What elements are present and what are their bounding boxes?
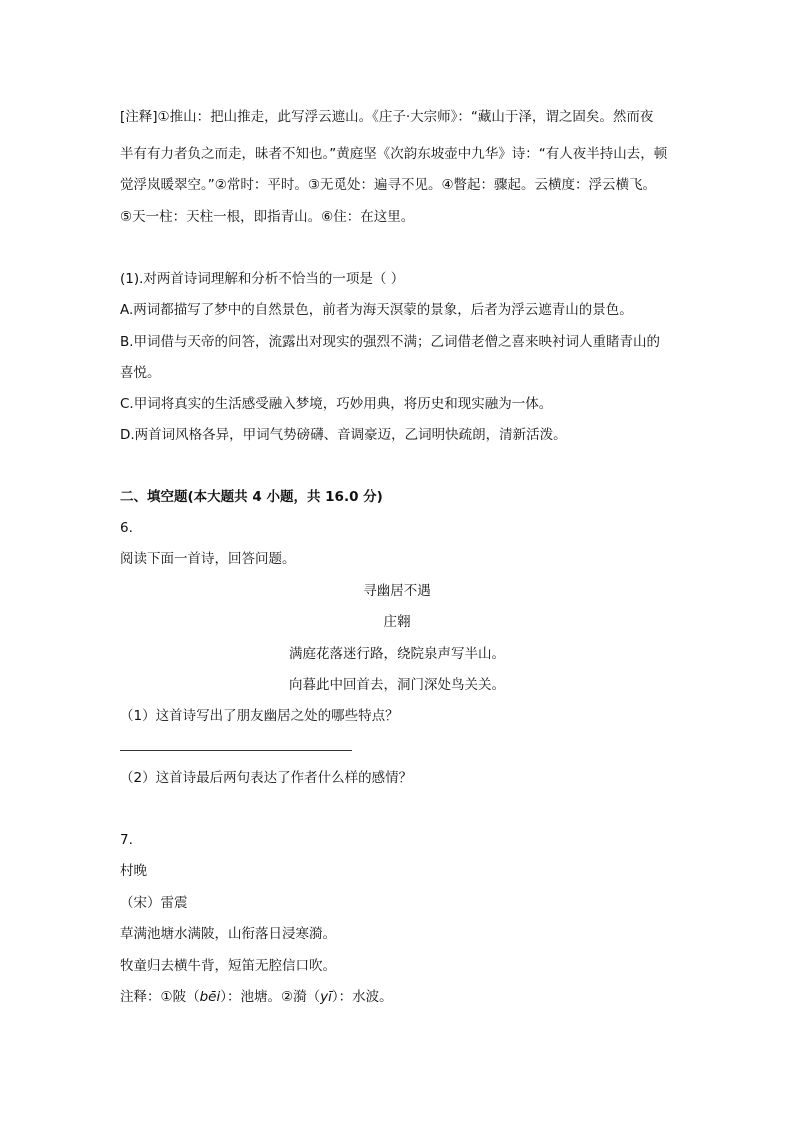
poem-line-1: 满庭花落迷行路，绕院泉声写半山。	[289, 646, 505, 662]
poem-author: 庄翱	[383, 614, 411, 630]
question-7-poem-title: 村晚	[120, 863, 147, 879]
question-1-stem: (1).对两首诗词理解和分析不恰当的一项是（ ）	[120, 271, 405, 287]
note-prefix: 注释：①陂（	[120, 989, 200, 1005]
question-7-poem-author: （宋）雷震	[120, 895, 188, 911]
section-heading: 二、填空题(本大题共 4 小题，共 16.0 分)	[120, 489, 383, 505]
option-b-line-1: B.甲词借与天帝的问答，流露出对现实的强烈不满；乙词借老僧之喜来映衬词人重睹青山的	[120, 334, 661, 350]
answer-blank-line	[120, 750, 352, 751]
option-d: D.两首词风格各异，甲词气势磅礴、音调豪迈，乙词明快疏朗，清新活泼。	[120, 427, 567, 443]
question-6-sub-2: （2）这首诗最后两句表达了作者什么样的感情？	[120, 770, 413, 786]
note-pinyin-2: yī	[320, 989, 332, 1005]
question-6-sub-1: （1）这首诗写出了朋友幽居之处的哪些特点？	[120, 708, 399, 724]
question-7-poem-line-2: 牧童归去横牛背，短笛无腔信口吹。	[120, 958, 336, 974]
question-6-instruction: 阅读下面一首诗，回答问题。	[120, 551, 296, 567]
annotation-line-1: [注释]①推山：把山推走，此写浮云遮山。《庄子·大宗师》：“藏山于泽，谓之固矣。然而夜	[120, 109, 654, 125]
note-pinyin-1: bēi	[199, 989, 221, 1005]
annotation-line-2: 半有有力者负之而走，昧者不知也。”黄庭坚《次韵东坡壶中九华》诗：“有人夜半持山去，顿	[120, 146, 668, 162]
poem-line-2: 向暮此中回首去，洞门深处鸟关关。	[289, 677, 505, 693]
annotation-line-3: 觉浮岚暖翠空。”②常时：平时。③无觅处：遍寻不见。④瞥起：骤起。云横度：浮云横飞。	[120, 177, 657, 193]
option-c: C.甲词将真实的生活感受融入梦境，巧妙用典，将历史和现实融为一体。	[120, 396, 553, 412]
annotation-line-4: ⑤天一柱：天柱一根，即指青山。⑥住：在这里。	[120, 209, 415, 225]
question-7-note	[120, 987, 393, 1007]
option-a: A.两词都描写了梦中的自然景色，前者为海天溟蒙的景象，后者为浮云遮青山的景色。	[120, 302, 633, 318]
poem-title: 寻幽居不遇	[363, 583, 431, 599]
note-mid: ）：池塘。②漪（	[220, 989, 321, 1005]
question-7-poem-line-1: 草满池塘水满陂，山衔落日浸寒漪。	[120, 926, 336, 942]
question-6-number: 6.	[120, 520, 133, 536]
option-b-line-2: 喜悦。	[120, 365, 161, 381]
note-suffix: ）：水波。	[331, 989, 393, 1005]
question-7-number: 7.	[120, 832, 133, 848]
